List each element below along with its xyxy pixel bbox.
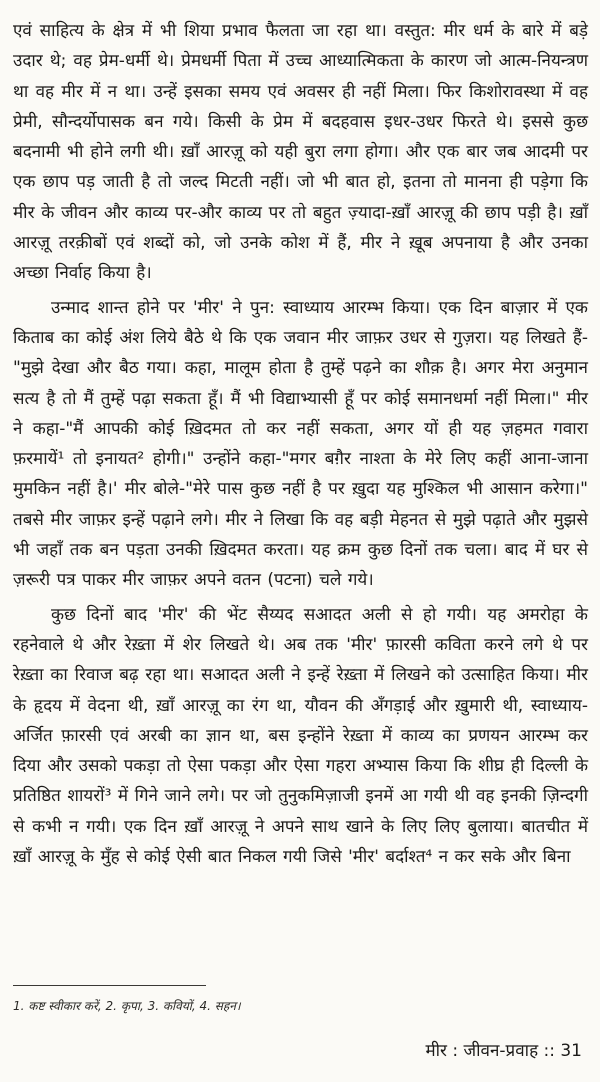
- body-paragraph-3: कुछ दिनों बाद 'मीर' की भेंट सैय्यद सआदत अली से हो गयी। यह अमरोहा के रहनेवाले थे और रेख़्ता में शेर लिखते थे। अब तक 'मीर' फ़ारसी कविता करने लगे थे पर रेख़्ता का रिवाज बढ़ रहा था। सआदत अली ने इन्हें रेख़्ता में लिखने को उत्साहित किया। मीर के हृदय में वेदना थी, ख़ाँ आरज़ू का रंग था, यौवन की अँगड़ाई और ख़ुमारी थी, स्वाध्याय-अर्जित फ़ारसी एवं अरबी का ज्ञान था, बस इन्होंने रेख़्ता में काव्य का प्रणयन आरम्भ कर दिया और उसको पकड़ा तो ऐसा पकड़ा और ऐसा गहरा अभ्यास किया कि शीघ्र ही दिल्ली के प्रतिष्ठित शायरों³ में गिने जाने लगे। पर जो तुनुकमिज़ाजी इनमें आ गयी थी वह इनकी ज़िन्दगी से कभी न गयी। एक दिन ख़ाँ आरज़ू ने अपने साथ खाने के लिए लिए बुलाया। बातचीत में ख़ाँ आरज़ू के मुँह से कोई ऐसी बात निकल गयी जिसे 'मीर' बर्दाश्त⁴ न कर सके और बिना: [13, 604, 588, 868]
- body-paragraph-1: एवं साहित्य के क्षेत्र में भी शिया प्रभाव फैलता जा रहा था। वस्तुत: मीर धर्म के बारे में बड़े उदार थे; वह प्रेम-धर्मी थे। प्रेमधर्मी पिता में उच्च आध्यात्मिकता के कारण जो आत्म-नियन्त्रण था वह मीर में न था। उन्हें इसका समय एवं अवसर ही नहीं मिला। फिर किशोरावस्था में वह प्रेमी, सौन्दर्योपासक बन गये। किसी के प्रेम में बदहवास इधर-उधर फिरते थे। इससे कुछ बदनामी भी होने लगी थी। ख़ाँ आरज़ू को यही बुरा लगा होगा। और एक बार जब आदमी पर एक छाप पड़ जाती है तो जल्द मिटती नहीं। जो भी बात हो, इतना तो मानना ही पड़ेगा कि मीर के जीवन और काव्य पर-और काव्य पर तो बहुत ज़्यादा-ख़ाँ आरज़ू की छाप पड़ी है। ख़ाँ आरज़ू तरक़ीबों एवं शब्दों को, जो उनके कोश में हैं, मीर ने ख़ूब अपनाया है और उनका अच्छा निर्वाह किया है।: [13, 21, 588, 284]
- body-paragraph-2: उन्माद शान्त होने पर 'मीर' ने पुन: स्वाध्याय आरम्भ किया। एक दिन बाज़ार में एक किताब का कोई अंश लिये बैठे थे कि एक जवान मीर जाफ़र उधर से गुज़रा। यह लिखते हैं-"मुझे देखा और बैठ गया। कहा, मालूम होता है तुम्हें पढ़ने का शौक़ है। अगर मेरा अनुमान सत्य है तो मैं तुम्हें पढ़ा सकता हूँ। मैं भी विद्याभ्यासी हूँ पर कोई समानधर्मा नहीं मिला।" मीर ने कहा-"मैं आपकी कोई ख़िदमत तो कर नहीं सकता, अगर यों ही यह ज़हमत गवारा फ़रमायें¹ तो इनायत² होगी।" उन्होंने कहा-"मगर बग़ैर नाश्ता के मेरे लिए कहीं आना-जाना मुमकिन नहीं है।' मीर बोले-"मेरे पास कुछ नहीं है पर ख़ुदा यह मुश्किल भी आसान करेगा।" तबसे मीर जाफ़र इन्हें पढ़ाने लगे। मीर ने लिखा कि वह बड़ी मेहनत से मुझे पढ़ाते और मुझसे भी जहाँ तक बन पड़ता उनकी ख़िदमत करता। यह क्रम कुछ दिनों तक चला। बाद में घर से ज़रूरी पत्र पाकर मीर जाफ़र अपने वतन (पटना) चले गये।: [13, 297, 588, 591]
- footnotes: 1. कष्ट स्वीकार करें, 2. कृपा, 3. कवियों, 4. सहन।: [13, 999, 241, 1013]
- footnote-divider: [13, 985, 206, 986]
- running-footer: मीर : जीवन-प्रवाह :: 31: [425, 1041, 582, 1061]
